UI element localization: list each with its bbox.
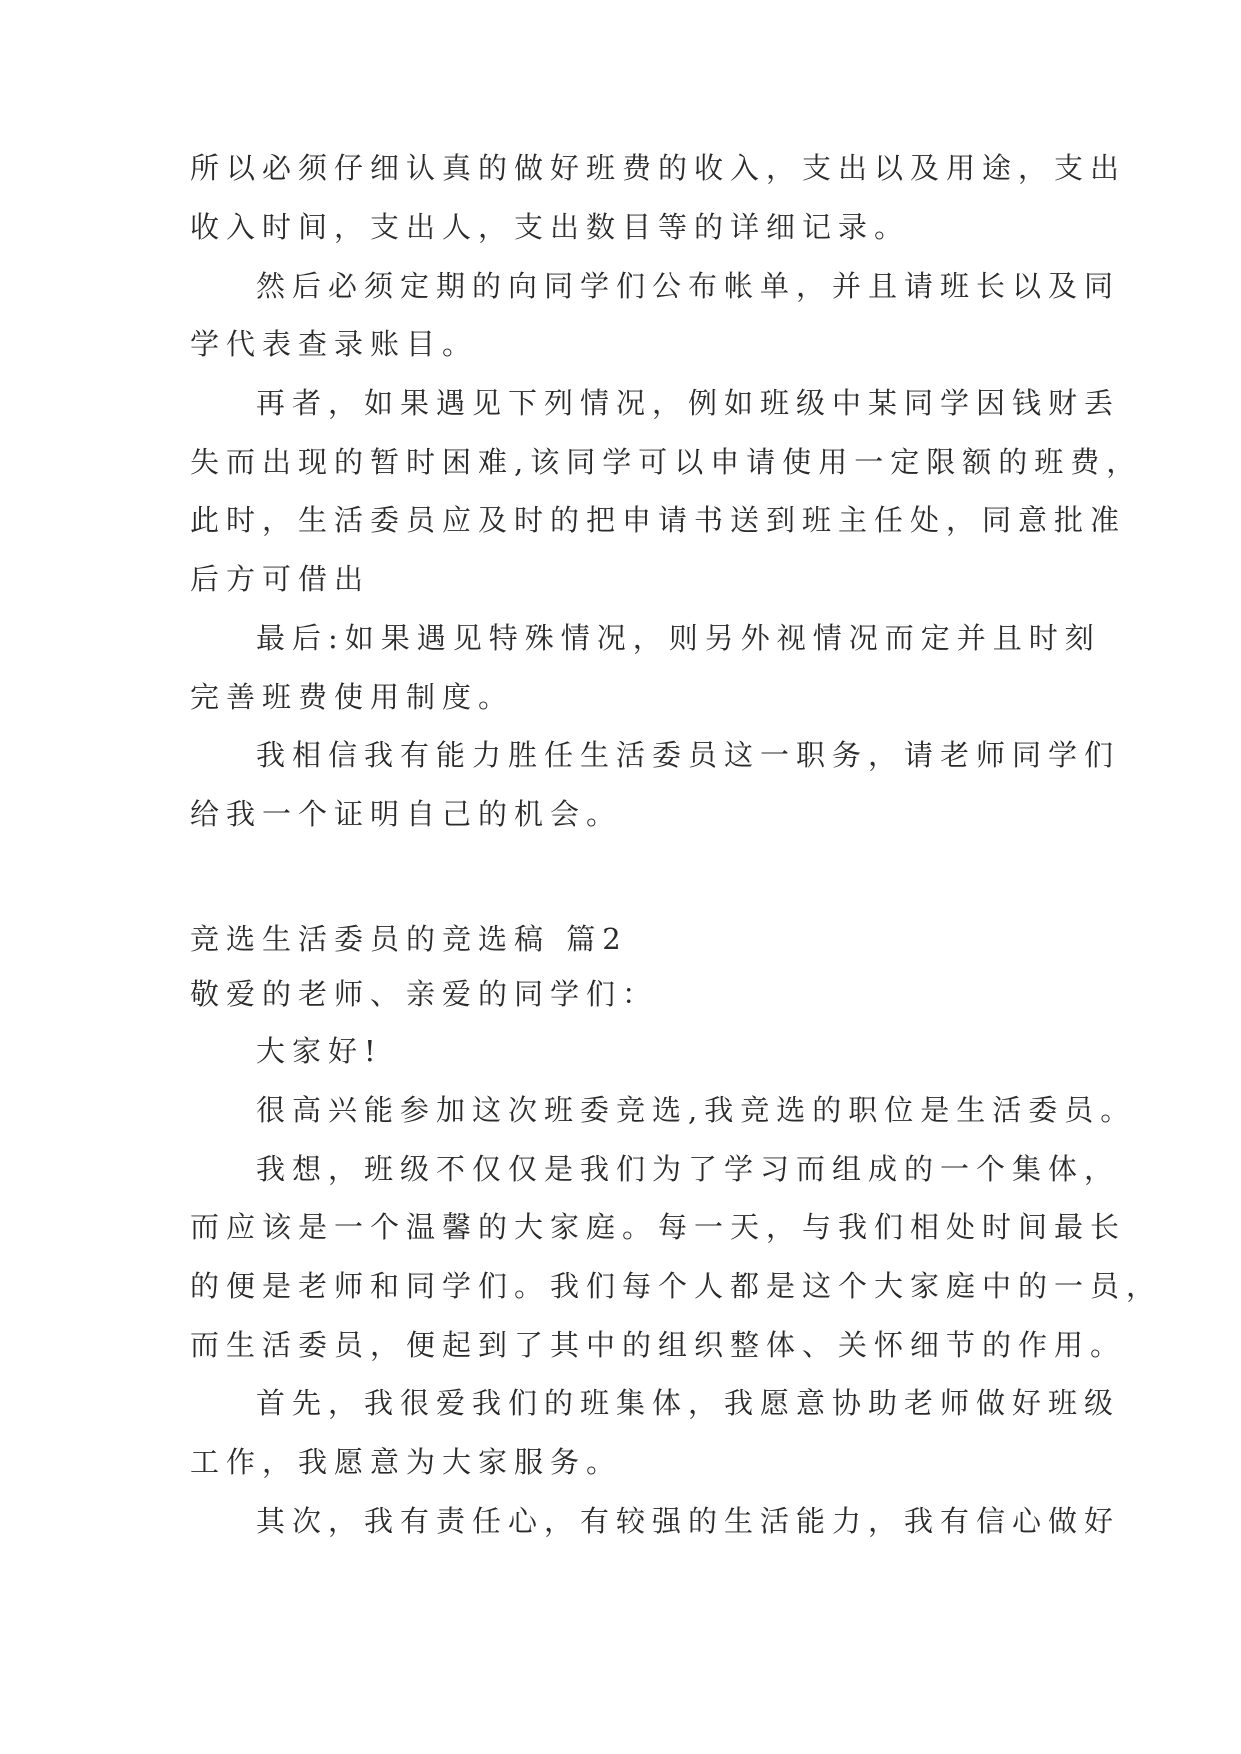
text-line: 最后:如果遇见特殊情况，则另外视情况而定并且时刻 [256,621,1101,655]
text-line: 其次，我有责任心，有较强的生活能力，我有信心做好 [256,1504,1121,1538]
text-line: 学代表查录账目。 [190,327,479,361]
section-heading: 竞选生活委员的竞选稿 篇2 [190,922,628,956]
text-line: 后方可借出 [190,562,371,596]
text-line: 很高兴能参加这次班委竞选,我竞选的职位是生活委员。 [256,1093,1137,1127]
text-line: 而生活委员，便起到了其中的组织整体、关怀细节的作用。 [190,1328,1127,1362]
text-line: 工作，我愿意为大家服务。 [190,1445,623,1479]
text-line: 再者，如果遇见下列情况，例如班级中某同学因钱财丢 [256,386,1121,420]
text-line: 的便是老师和同学们。我们每个人都是这个大家庭中的一员， [190,1269,1163,1303]
text-line: 给我一个证明自己的机会。 [190,797,623,831]
text-line: 首先，我很爱我们的班集体，我愿意协助老师做好班级 [256,1386,1121,1420]
text-line: 完善班费使用制度。 [190,680,515,714]
text-line: 所以必须仔细认真的做好班费的收入，支出以及用途，支出 [190,151,1127,185]
text-line: 然后必须定期的向同学们公布帐单，并且请班长以及同 [256,269,1121,303]
text-line: 大家好! [256,1034,383,1068]
text-line: 收入时间，支出人，支出数目等的详细记录。 [190,210,911,244]
text-line: 失而出现的暂时困难,该同学可以申请使用一定限额的班费， [190,445,1143,479]
text-line: 我相信我有能力胜任生活委员这一职务，请老师同学们 [256,738,1121,772]
text-line: 而应该是一个温馨的大家庭。每一天，与我们相处时间最长 [190,1210,1127,1244]
text-line: 此时，生活委员应及时的把申请书送到班主任处，同意批准 [190,503,1127,537]
salutation: 敬爱的老师、亲爱的同学们： [190,977,659,1011]
text-line: 我想，班级不仅仅是我们为了学习而组成的一个集体， [256,1152,1121,1186]
